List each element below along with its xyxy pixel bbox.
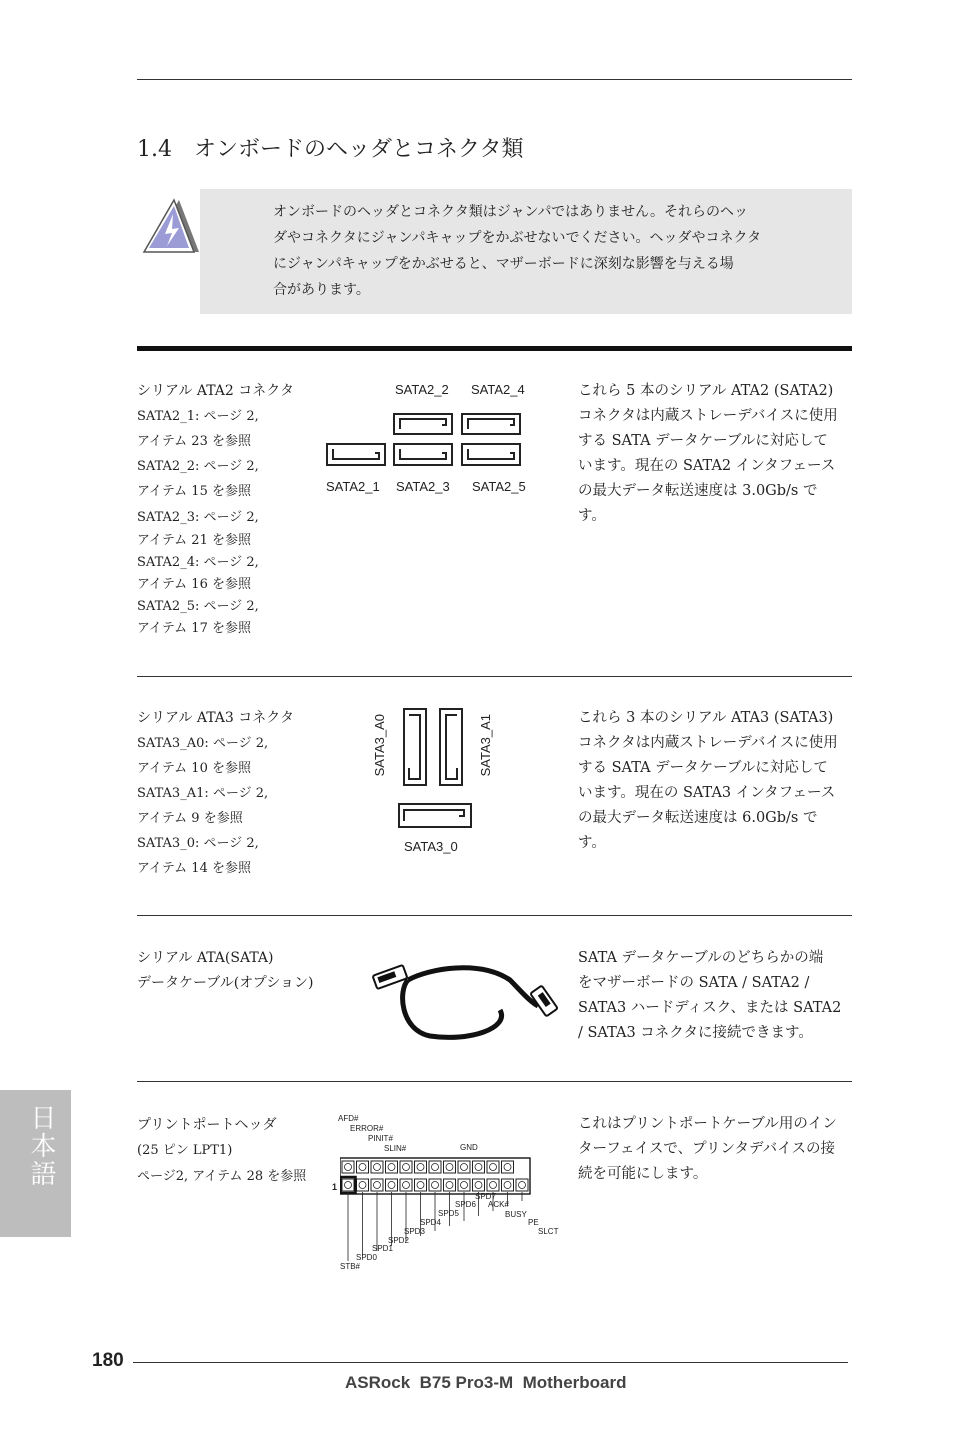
desc-line: います。現在の SATA2 インタフェース: [578, 458, 836, 474]
sata3-ref: アイテム 9 を参照: [137, 811, 243, 826]
header-pin: [502, 1179, 514, 1191]
sata2-port-label: SATA2_5: [472, 479, 526, 494]
desc-line: います。現在の SATA3 インタフェース: [578, 785, 836, 801]
desc-line: SATA3 ハードディスク、または SATA2: [578, 1000, 842, 1016]
printer-heading: ページ2, アイテム 28 を参照: [137, 1169, 307, 1184]
printer-labels: [137, 1112, 306, 1190]
header-pin: [502, 1161, 514, 1173]
pin-label: SPD4: [420, 1218, 441, 1227]
pin-label: AFD#: [338, 1114, 359, 1123]
header-pin: [415, 1179, 427, 1191]
language-side-tab: [0, 1090, 71, 1237]
sata2-ref: アイテム 23 を参照: [137, 434, 251, 449]
warning-line: 合があります。: [273, 282, 370, 298]
warning-line: ダやコネクタにジャンパキャップをかぶせないでください。ヘッダやコネクタ: [273, 230, 762, 246]
header-pin: [357, 1161, 369, 1173]
cable-heading: データケーブル(オプション): [137, 975, 314, 991]
sata-cable-image: [370, 950, 560, 1050]
cable-labels: [137, 946, 313, 996]
divider: [137, 915, 852, 916]
printer-heading: (25 ピン LPT1): [137, 1143, 233, 1158]
divider: [137, 1081, 852, 1082]
side-tab-label: 日本語: [26, 1104, 56, 1188]
pin-label: SPD3: [404, 1227, 425, 1236]
sata2-ref: SATA2_1: ページ 2,: [137, 409, 259, 424]
sata3-heading: シリアル ATA3 コネクタ: [137, 710, 294, 726]
sata2-ref: アイテム 21 を参照: [137, 533, 251, 548]
pin-label: SPD6: [455, 1200, 476, 1209]
pin-label: SPD7: [475, 1192, 496, 1201]
sata2-port-label: SATA2_4: [471, 382, 525, 397]
printer-heading: プリントポートヘッダ: [137, 1117, 277, 1133]
sata3-ref: SATA3_0: ページ 2,: [137, 836, 259, 851]
top-rule: [137, 79, 852, 80]
header-pin: [386, 1179, 398, 1191]
sata2-ref: アイテム 16 を参照: [137, 577, 251, 592]
header-pin: [400, 1161, 412, 1173]
warning-line: にジャンパキャップをかぶせると、マザーボードに深刻な影響を与える場: [273, 256, 734, 272]
header-pin: [487, 1161, 499, 1173]
header-pin: [415, 1161, 427, 1173]
header-pin: [357, 1179, 369, 1191]
header-pin: [473, 1161, 485, 1173]
sata3-labels: [137, 706, 294, 882]
warning-icon: [141, 196, 201, 258]
desc-line: の最大データ転送速度は 6.0Gb/s で: [578, 810, 818, 826]
sata2-ref: SATA2_3: ページ 2,: [137, 510, 259, 525]
header-pin: [487, 1179, 499, 1191]
sata2-connectors: [326, 413, 526, 467]
cable-heading: シリアル ATA(SATA): [137, 950, 274, 966]
sata3-port-label: SATA3_0: [404, 839, 458, 854]
header-pin: [429, 1179, 441, 1191]
sata2-ref: SATA2_5: ページ 2,: [137, 599, 259, 614]
header-pin: [444, 1161, 456, 1173]
pin1-marker: 1: [332, 1182, 338, 1192]
sata2-port-label: SATA2_1: [326, 479, 380, 494]
printer-description: [578, 1112, 856, 1187]
sata2-ref: SATA2_2: ページ 2,: [137, 459, 259, 474]
warning-text: [273, 199, 793, 303]
pin-label: SPD0: [356, 1253, 377, 1262]
pin-label: ERROR#: [350, 1124, 384, 1133]
sata2-ref: アイテム 17 を参照: [137, 621, 251, 636]
pin-label: GND: [460, 1143, 478, 1152]
pin-label: SPD2: [388, 1236, 409, 1245]
sata2-labels: [137, 379, 294, 639]
sata2-heading: シリアル ATA2 コネクタ: [137, 383, 294, 399]
pin-label: STB#: [340, 1262, 361, 1271]
pin-label: ACK#: [488, 1200, 509, 1209]
header-pin: [458, 1161, 470, 1173]
sata3-description: [578, 706, 856, 856]
warning-line: オンボードのヘッダとコネクタ類はジャンパではありません。それらのヘッ: [273, 204, 749, 220]
divider: [137, 676, 852, 677]
pin-label: BUSY: [505, 1210, 527, 1219]
sata3-ref: アイテム 14 を参照: [137, 861, 251, 876]
pin-label: SPD5: [438, 1209, 459, 1218]
desc-line: コネクタは内蔵ストレーデバイスに使用: [578, 408, 838, 424]
section-rule: [137, 346, 852, 351]
page-number: 180: [92, 1350, 124, 1371]
pin-label: PINIT#: [368, 1134, 393, 1143]
printer-header-diagram: [330, 1112, 570, 1272]
sata3-ref: アイテム 10 を参照: [137, 761, 251, 776]
header-pin: [429, 1161, 441, 1173]
desc-line: コネクタは内蔵ストレーデバイスに使用: [578, 735, 838, 751]
footer-product: ASRock B75 Pro3-M Motherboard: [345, 1373, 627, 1392]
header-pin: [473, 1179, 485, 1191]
header-pin: [444, 1179, 456, 1191]
sata3-ref: SATA3_A0: ページ 2,: [137, 736, 269, 751]
desc-line: SATA データケーブルのどちらかの端: [578, 950, 824, 966]
pin-label: SLCT: [538, 1227, 559, 1236]
sata3-ref: SATA3_A1: ページ 2,: [137, 786, 269, 801]
footer-rule: [133, 1362, 848, 1363]
desc-line: の最大データ転送速度は 3.0Gb/s で: [578, 483, 818, 499]
header-pin: [458, 1179, 470, 1191]
sata2-port-label: SATA2_3: [396, 479, 450, 494]
desc-line: これはプリントポートケーブル用のイン: [578, 1116, 837, 1132]
sata3-connectors: [398, 708, 474, 832]
sata2-ref: SATA2_4: ページ 2,: [137, 555, 259, 570]
header-pin: [516, 1179, 528, 1191]
header-pin: [400, 1179, 412, 1191]
header-pin: [371, 1179, 383, 1191]
header-pin: [386, 1161, 398, 1173]
desc-line: する SATA データケーブルに対応して: [578, 760, 828, 776]
sata2-description: [578, 379, 856, 529]
desc-line: する SATA データケーブルに対応して: [578, 433, 828, 449]
desc-line: これら 3 本のシリアル ATA3 (SATA3): [578, 710, 834, 726]
header-pin: [342, 1161, 354, 1173]
desc-line: をマザーボードの SATA / SATA2 /: [578, 975, 810, 991]
header-pin: [342, 1179, 354, 1191]
desc-line: / SATA3 コネクタに接続できます。: [578, 1025, 813, 1041]
sata3-port-label: SATA3_A1: [478, 714, 493, 777]
pin-label: PE: [528, 1218, 539, 1227]
sata3-port-label: SATA3_A0: [372, 714, 387, 777]
sata2-ref: アイテム 15 を参照: [137, 484, 251, 499]
desc-line: 続を可能にします。: [578, 1166, 708, 1182]
header-pin: [371, 1161, 383, 1173]
desc-line: これら 5 本のシリアル ATA2 (SATA2): [578, 383, 834, 399]
desc-line: ターフェイスで、プリンタデバイスの接: [578, 1141, 835, 1157]
desc-line: す。: [578, 835, 606, 851]
desc-line: す。: [578, 508, 606, 524]
pin-label: SLIN#: [384, 1144, 407, 1153]
section-title: 1.4 オンボードのヘッダとコネクタ類: [137, 137, 524, 162]
sata2-port-label: SATA2_2: [395, 382, 449, 397]
cable-description: [578, 946, 856, 1046]
pin-label: SPD1: [372, 1244, 393, 1253]
